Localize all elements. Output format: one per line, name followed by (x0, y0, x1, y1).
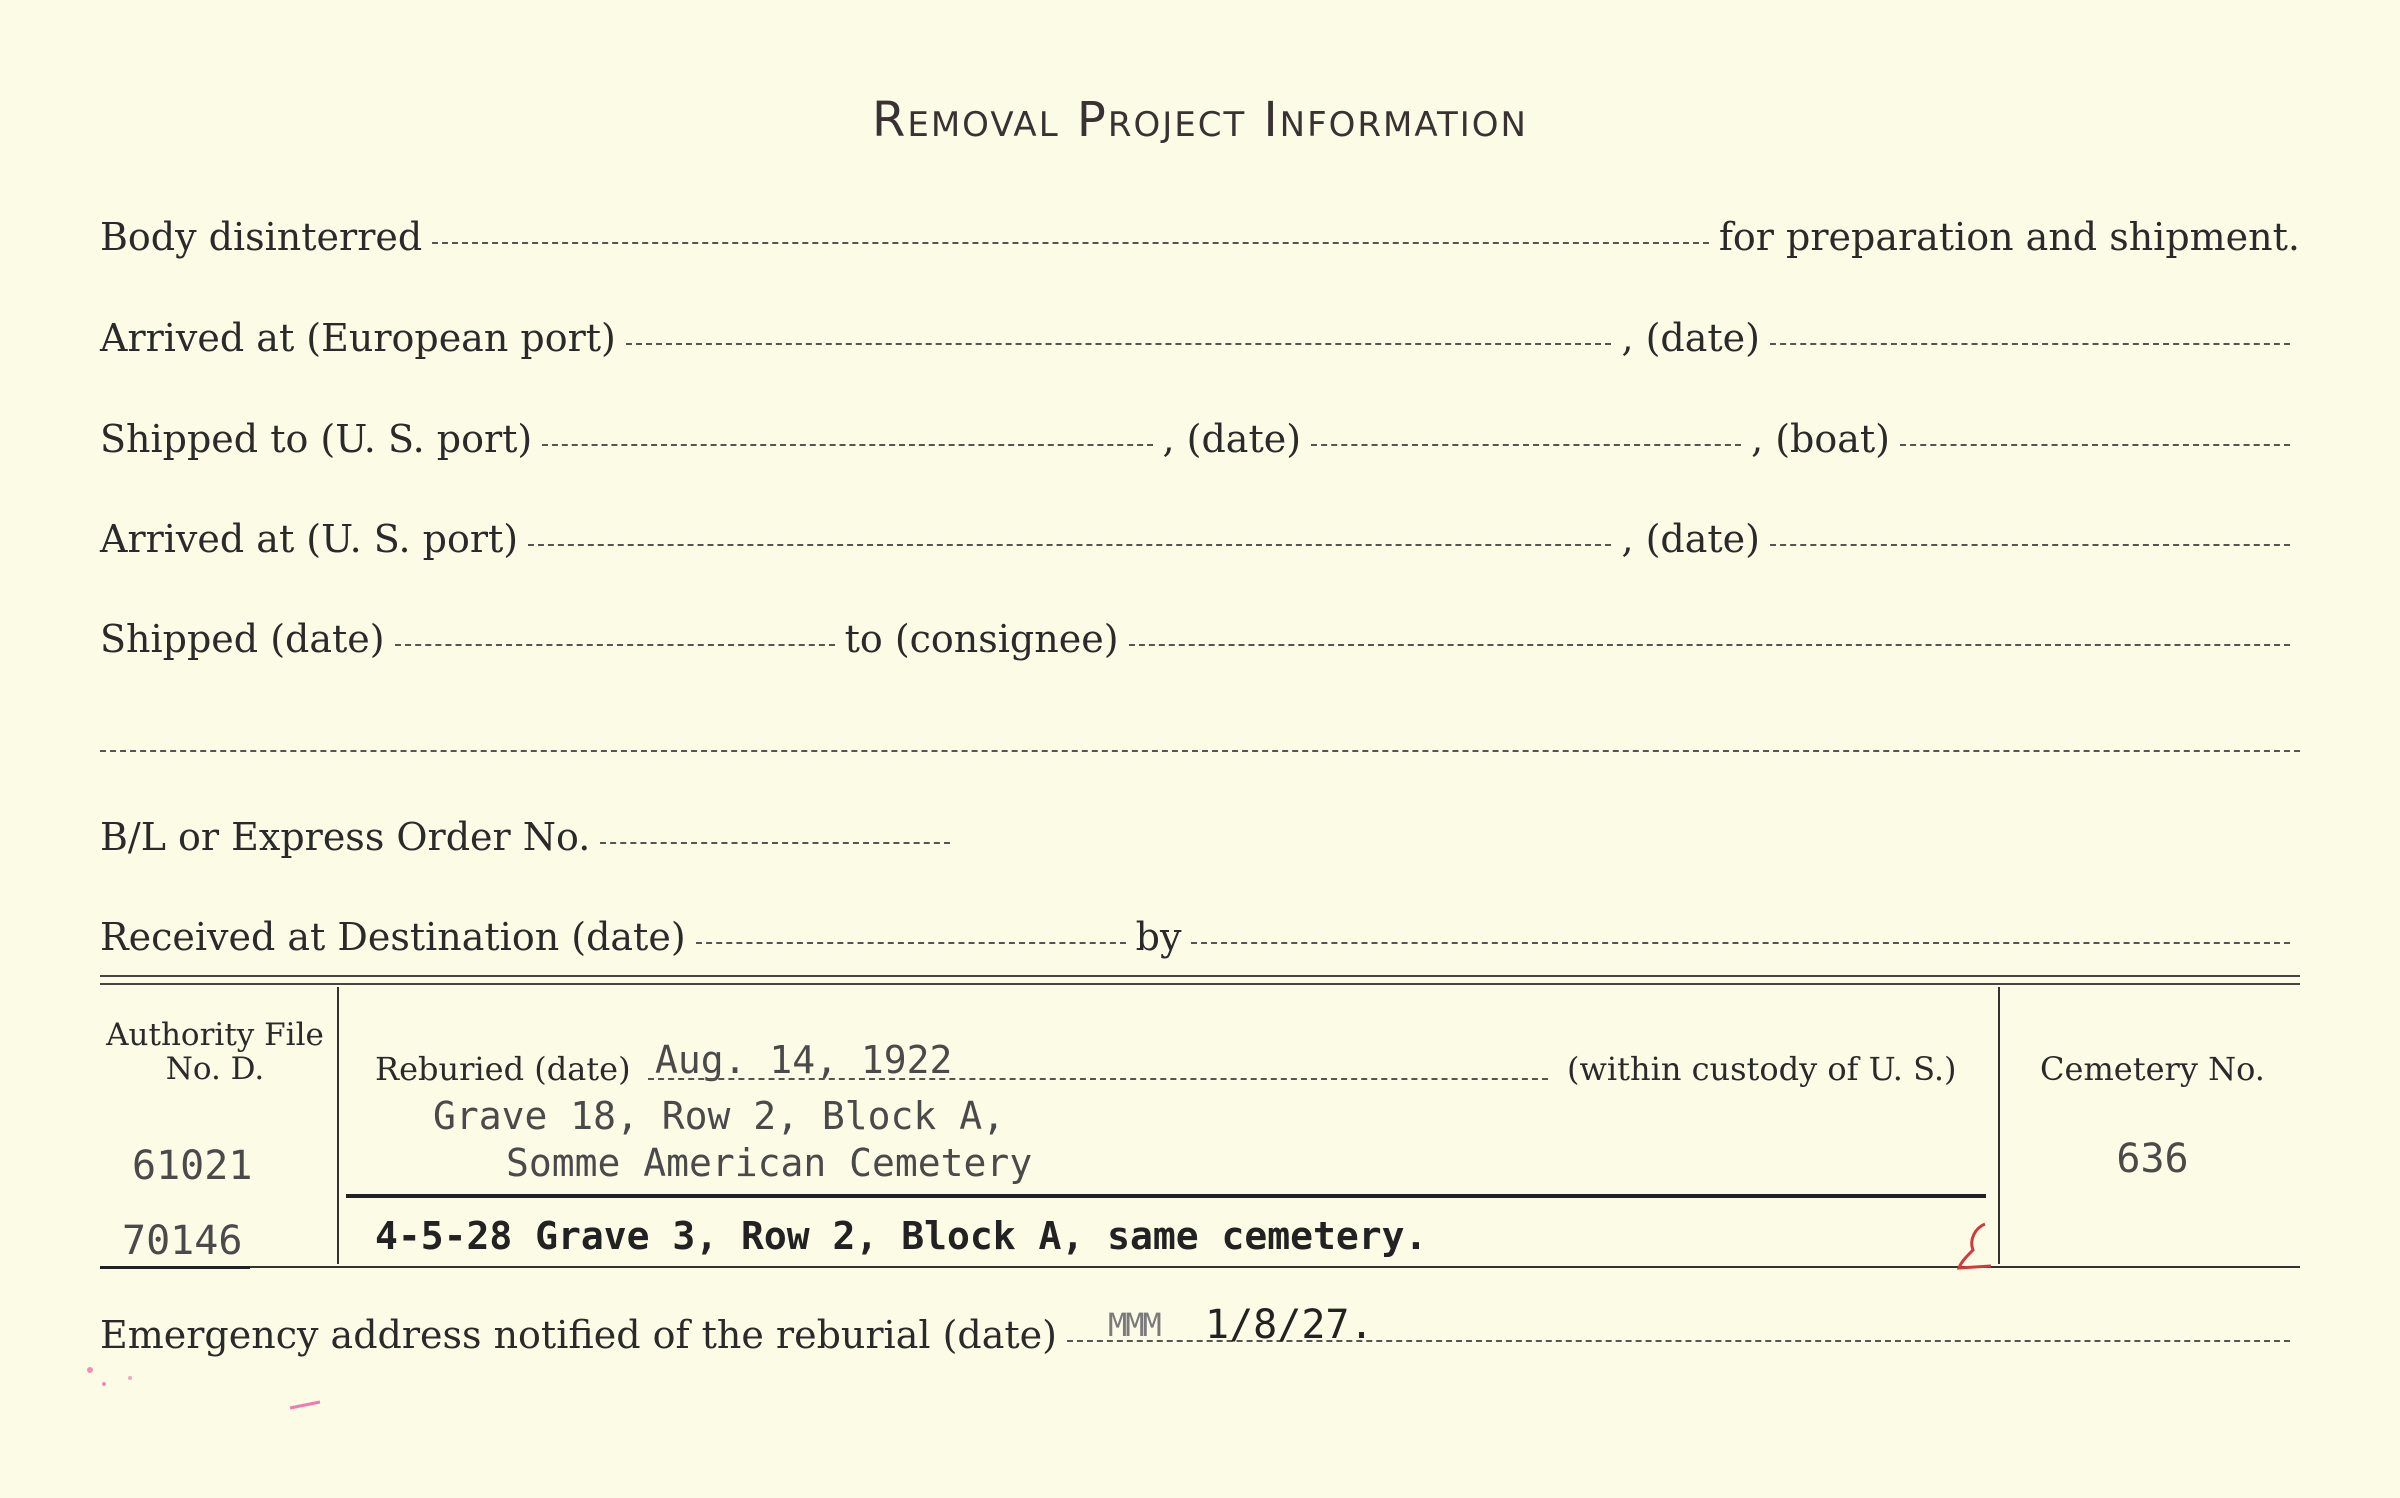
shipped-date-field (395, 644, 835, 646)
shipped-us-field (542, 444, 1152, 446)
table-top-rule-2 (100, 983, 2300, 985)
cemetery-label: Cemetery No. (2040, 1050, 2265, 1088)
red-ink-smudge (70, 1340, 340, 1420)
table-divider-right (1998, 987, 2000, 1264)
file-number-1: 61021 (132, 1143, 253, 1189)
row-received (100, 915, 2300, 959)
date-label-2: , (date) (1162, 417, 1302, 461)
grave-line-2: Somme American Cemetery (506, 1141, 1033, 1185)
arrived-us-field (528, 544, 1611, 546)
reburial-separator (346, 1194, 1986, 1198)
for-preparation-label: for preparation and shipment. (1718, 215, 2300, 259)
reburied-date: Aug. 14, 1922 (655, 1038, 953, 1082)
table-divider-left (337, 987, 339, 1264)
row-shipped-us (100, 417, 2300, 461)
received-label: Received at Destination (date) (100, 915, 686, 959)
date-label-3: , (date) (1621, 517, 1760, 561)
boat-label: , (boat) (1751, 417, 1890, 461)
boat-field (1900, 444, 2290, 446)
by-label: by (1135, 915, 1182, 959)
received-date-field (696, 942, 1126, 944)
arrived-european-field (626, 343, 1612, 345)
file-number-2: 70146 (122, 1218, 243, 1264)
bl-label: B/L or Express Order No. (100, 815, 591, 859)
emergency-initials: MMM (1108, 1306, 1160, 1344)
cemetery-number: 636 (2116, 1136, 2189, 1182)
shipped-us-date-field (1311, 444, 1741, 446)
card-title: Removal Project Information (872, 92, 1528, 148)
file-number-underline (100, 1266, 250, 1269)
bl-field (600, 842, 950, 844)
arrived-european-date-field (1770, 343, 2290, 345)
row-body-disinterred (100, 215, 2300, 259)
arrived-us-date-field (1770, 544, 2290, 546)
row-arrived-us (100, 517, 2300, 561)
emergency-date: 1/8/27. (1205, 1302, 1374, 1348)
reburied-label: Reburied (date) (375, 1050, 631, 1088)
received-by-field (1191, 942, 2290, 944)
body-disinterred-label: Body disinterred (100, 215, 423, 259)
consignee-field (1129, 644, 2290, 646)
row-bl (100, 815, 2300, 859)
reburied-date-field (648, 1078, 1548, 1080)
red-check-mark (1955, 1220, 1997, 1272)
second-reburial-entry: 4-5-28 Grave 3, Row 2, Block A, same cemetery. (375, 1214, 1428, 1258)
grave-line-1: Grave 18, Row 2, Block A, (433, 1094, 1005, 1138)
consignee-continuation-line (100, 750, 2300, 752)
authority-label: Authority File No. D. (106, 1017, 324, 1087)
shipped-date-label: Shipped (date) (100, 617, 385, 661)
shipped-us-label: Shipped to (U. S. port) (100, 417, 533, 461)
arrived-us-label: Arrived at (U. S. port) (100, 517, 519, 561)
body-disinterred-field (432, 242, 1709, 244)
to-consignee-label: to (consignee) (844, 617, 1119, 661)
emergency-label: Emergency address notified of the reburial (date) (100, 1313, 1057, 1357)
row-arrived-european (100, 316, 2300, 360)
arrived-european-label: Arrived at (European port) (100, 316, 616, 360)
row-emergency (100, 1313, 2300, 1357)
date-label-1: , (date) (1621, 316, 1760, 360)
within-custody-label: (within custody of U. S.) (1567, 1050, 1957, 1088)
table-top-rule-1 (100, 975, 2300, 977)
row-shipped-date (100, 617, 2300, 661)
